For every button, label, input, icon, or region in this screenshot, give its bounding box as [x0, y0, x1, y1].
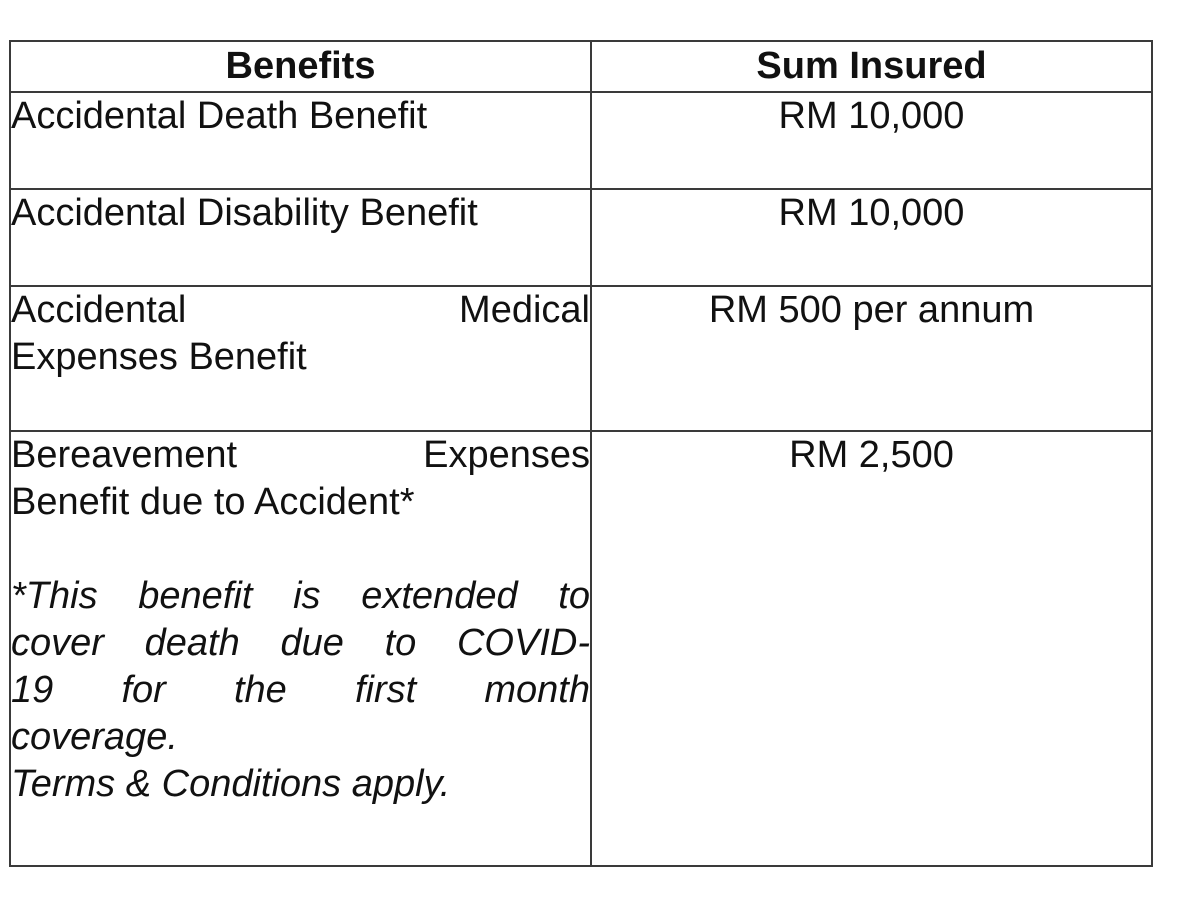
table-header-row	[10, 41, 1152, 92]
table-row	[10, 431, 1152, 866]
benefit-cell	[10, 286, 591, 431]
benefit-word: Medical	[459, 289, 590, 331]
table-row	[10, 286, 1152, 431]
sum-insured-cell: RM 2,500	[591, 431, 1152, 866]
sum-insured-cell: RM 500 per annum	[591, 286, 1152, 431]
benefit-word: Accidental	[11, 289, 187, 331]
benefit-name-line: Expenses Benefit	[11, 336, 307, 378]
note-line: coverage.	[11, 716, 178, 758]
benefit-name-line	[11, 432, 590, 479]
benefit-cell	[10, 92, 591, 189]
covid-note	[11, 573, 590, 808]
benefit-cell	[10, 431, 591, 866]
benefit-word: Expenses	[423, 434, 590, 476]
sum-insured-cell: RM 10,000	[591, 189, 1152, 286]
benefit-name: Accidental Disability Benefit	[11, 192, 478, 234]
header-benefits: Benefits	[10, 41, 591, 92]
table-row	[10, 189, 1152, 286]
header-sum-insured: Sum Insured	[591, 41, 1152, 92]
note-line: *This benefit is extended to	[11, 575, 590, 617]
sum-insured-cell: RM 10,000	[591, 92, 1152, 189]
benefit-name-line	[11, 287, 590, 334]
table-row	[10, 92, 1152, 189]
benefit-name: Accidental Death Benefit	[11, 95, 428, 137]
note-line: 19 for the first month	[11, 669, 590, 711]
benefit-name-line: Benefit due to Accident*	[11, 481, 415, 523]
benefit-word: Bereavement	[11, 434, 238, 476]
benefits-table	[9, 40, 1153, 867]
benefit-cell	[10, 189, 591, 286]
terms-line: Terms & Conditions apply.	[11, 763, 451, 805]
note-line: cover death due to COVID-	[11, 622, 590, 664]
